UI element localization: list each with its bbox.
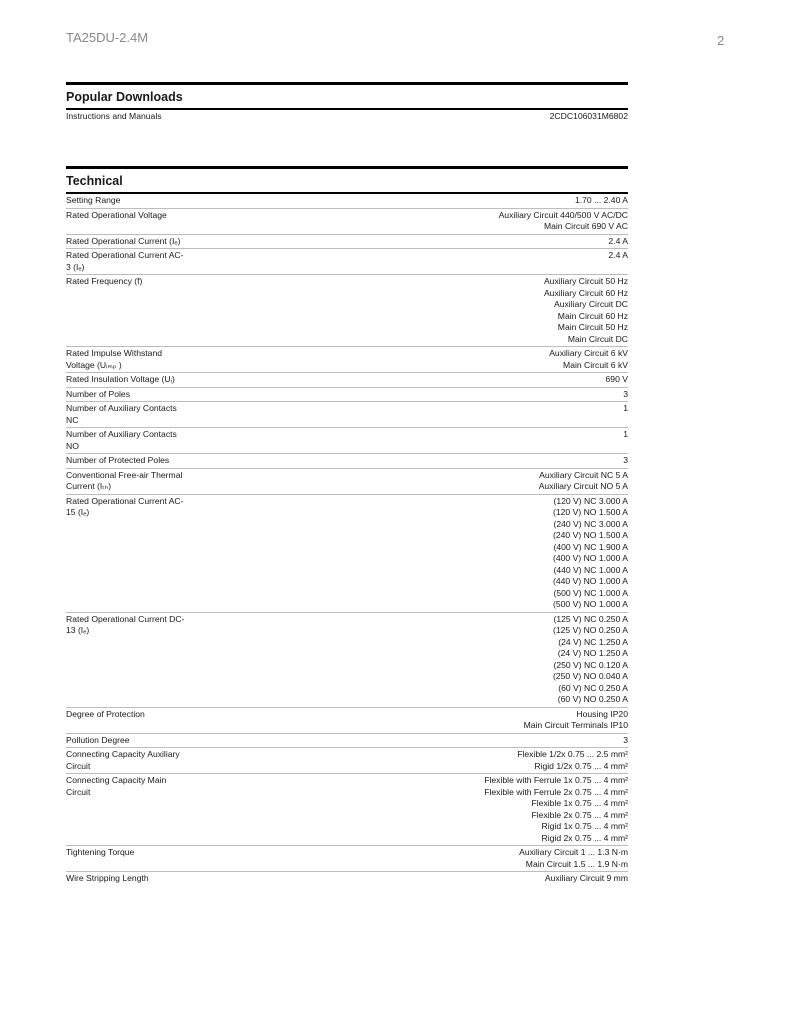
spec-label: Rated Insulation Voltage (Uᵢ) (66, 374, 175, 384)
spec-label: Rated Frequency (f) (66, 276, 143, 286)
spec-value: Auxiliary Circuit 1 ... 1.3 N·m (519, 847, 628, 857)
spec-label: Rated Operational Current DC-13 (Iₑ) (66, 613, 185, 635)
spec-row (66, 347, 628, 373)
spec-values (188, 614, 628, 706)
spec-row (66, 275, 628, 347)
spec-row (66, 774, 628, 846)
spec-value: Auxiliary Circuit 9 mm (544, 873, 628, 883)
spec-value: 690 V (605, 374, 628, 384)
spec-row (66, 428, 628, 454)
spec-value: Main Circuit DC (567, 333, 628, 344)
spec-value: 2CDC106031M6802 (549, 111, 628, 121)
spec-values (188, 236, 628, 248)
spec-label: Rated Operational Voltage (66, 209, 167, 220)
spec-value: 3 (623, 734, 628, 745)
spec-value: (120 V) NO 1.500 A (553, 507, 628, 517)
spec-value: Auxiliary Circuit 60 Hz (543, 287, 628, 298)
spec-values (188, 374, 628, 386)
spec-label: Number of Protected Poles (66, 455, 170, 465)
spec-value: Flexible 1x 0.75 ... 4 mm² (531, 798, 628, 808)
spec-row (66, 708, 628, 734)
spec-values (188, 735, 628, 747)
spec-value: Housing IP20 (576, 708, 628, 719)
spec-value: Flexible with Ferrule 1x 0.75 ... 4 mm² (484, 775, 628, 785)
spec-value: 1 (623, 429, 628, 439)
spec-row (66, 209, 628, 235)
spec-value: Main Circuit 50 Hz (557, 322, 628, 332)
spec-values (188, 749, 628, 772)
popular-downloads-table (66, 110, 628, 124)
spec-value: (250 V) NC 0.120 A (553, 659, 628, 670)
spec-value: Main Circuit Terminals IP10 (523, 720, 628, 730)
spec-values (188, 250, 628, 273)
spec-row (66, 454, 628, 469)
spec-values (188, 111, 628, 123)
spec-label: Connecting Capacity Main Circuit (66, 775, 167, 797)
spec-value: (440 V) NC 1.000 A (553, 564, 628, 575)
spec-values (188, 276, 628, 345)
spec-label: Degree of Protection (66, 708, 145, 719)
popular-downloads-section (66, 82, 628, 124)
spec-value: Auxiliary Circuit NO 5 A (538, 481, 628, 491)
spec-values (188, 847, 628, 870)
spec-row (66, 373, 628, 388)
spec-values (188, 348, 628, 371)
spec-value: Auxiliary Circuit 6 kV (549, 348, 628, 358)
spec-value: Main Circuit 6 kV (563, 359, 628, 370)
spec-values (188, 429, 628, 452)
spec-label: Setting Range (66, 195, 121, 205)
spec-value: (250 V) NO 0.040 A (553, 671, 628, 681)
spec-label: Pollution Degree (66, 734, 130, 745)
spec-label: Instructions and Manuals (66, 111, 162, 121)
spec-values (188, 389, 628, 401)
spec-row (66, 734, 628, 749)
spec-values (188, 403, 628, 426)
spec-value: Rigid 1/2x 0.75 ... 4 mm² (534, 760, 628, 771)
spec-value: 2.4 A (608, 235, 628, 246)
spec-values (188, 210, 628, 233)
spec-row (66, 235, 628, 250)
spec-row (66, 194, 628, 209)
spec-label: Number of Poles (66, 388, 131, 399)
spec-value: (500 V) NO 1.000 A (553, 599, 628, 609)
spec-values (188, 195, 628, 207)
spec-label: Connecting Capacity Auxiliary Circuit (66, 749, 180, 771)
spec-value: (24 V) NC 1.250 A (558, 636, 628, 647)
spec-label: Rated Operational Current (Iₑ) (66, 235, 181, 246)
page-number: 2 (717, 33, 725, 48)
spec-value: Auxiliary Circuit 440/500 V AC/DC (498, 209, 628, 220)
spec-row (66, 249, 628, 275)
spec-value: (24 V) NO 1.250 A (557, 648, 628, 658)
spec-label: Rated Operational Current AC-15 (Iₑ) (66, 495, 184, 517)
spec-value: Main Circuit 1.5 ... 1.9 N·m (525, 858, 628, 869)
spec-row (66, 402, 628, 428)
spec-label: Conventional Free-air Thermal Current (Iₜₕ) (66, 469, 183, 491)
technical-section (66, 166, 628, 886)
spec-value: 2.4 A (608, 250, 628, 260)
spec-value: (400 V) NO 1.000 A (553, 553, 628, 563)
spec-value: (60 V) NC 0.250 A (558, 682, 628, 693)
spec-values (188, 775, 628, 844)
spec-value: (240 V) NO 1.500 A (553, 530, 628, 540)
spec-value: (500 V) NC 1.000 A (553, 587, 628, 598)
spec-row (66, 613, 628, 708)
spec-values (188, 496, 628, 611)
technical-table (66, 194, 628, 886)
spec-value: Auxiliary Circuit DC (553, 299, 628, 309)
spec-values (188, 873, 628, 885)
spec-value: Auxiliary Circuit NC 5 A (539, 469, 628, 480)
spec-row (66, 495, 628, 613)
spec-row (66, 110, 628, 124)
spec-value: Main Circuit 60 Hz (557, 310, 628, 321)
spec-value: (240 V) NC 3.000 A (553, 518, 628, 529)
spec-value: 1.70 ... 2.40 A (574, 195, 628, 205)
spec-row (66, 388, 628, 403)
spec-value: Rigid 1x 0.75 ... 4 mm² (541, 821, 628, 831)
spec-row (66, 846, 628, 872)
spec-value: 3 (623, 388, 628, 399)
spec-value: (125 V) NC 0.250 A (553, 613, 628, 624)
spec-value: (125 V) NO 0.250 A (553, 625, 628, 635)
spec-value: (440 V) NO 1.000 A (553, 576, 628, 586)
technical-heading: Technical (66, 166, 628, 194)
document-title: TA25DU-2.4M (66, 30, 149, 45)
spec-label: Wire Stripping Length (66, 873, 149, 883)
spec-label: Number of Auxiliary Contacts NC (66, 403, 177, 425)
spec-value: (400 V) NC 1.900 A (553, 541, 628, 552)
spec-value: 3 (623, 455, 628, 465)
spec-label: Rated Operational Current AC-3 (Iₑ) (66, 250, 184, 272)
spec-values (188, 709, 628, 732)
spec-values (188, 455, 628, 467)
spec-value: Flexible 2x 0.75 ... 4 mm² (531, 809, 628, 820)
spec-value: Flexible with Ferrule 2x 0.75 ... 4 mm² (484, 786, 628, 797)
spec-value: (120 V) NC 3.000 A (553, 495, 628, 506)
spec-label: Rated Impulse Withstand Voltage (Uᵢₘₚ ) (66, 348, 163, 370)
spec-values (188, 470, 628, 493)
spec-value: Auxiliary Circuit 50 Hz (543, 276, 628, 286)
spec-value: Flexible 1/2x 0.75 ... 2.5 mm² (517, 749, 628, 759)
spec-row (66, 872, 628, 886)
spec-row (66, 469, 628, 495)
spec-label: Number of Auxiliary Contacts NO (66, 429, 177, 451)
spec-value: Main Circuit 690 V AC (543, 221, 628, 231)
spec-value: (60 V) NO 0.250 A (557, 694, 628, 704)
spec-label: Tightening Torque (66, 847, 135, 857)
popular-downloads-heading: Popular Downloads (66, 82, 628, 110)
spec-value: 1 (623, 403, 628, 413)
spec-value: Rigid 2x 0.75 ... 4 mm² (541, 832, 628, 843)
spec-row (66, 748, 628, 774)
